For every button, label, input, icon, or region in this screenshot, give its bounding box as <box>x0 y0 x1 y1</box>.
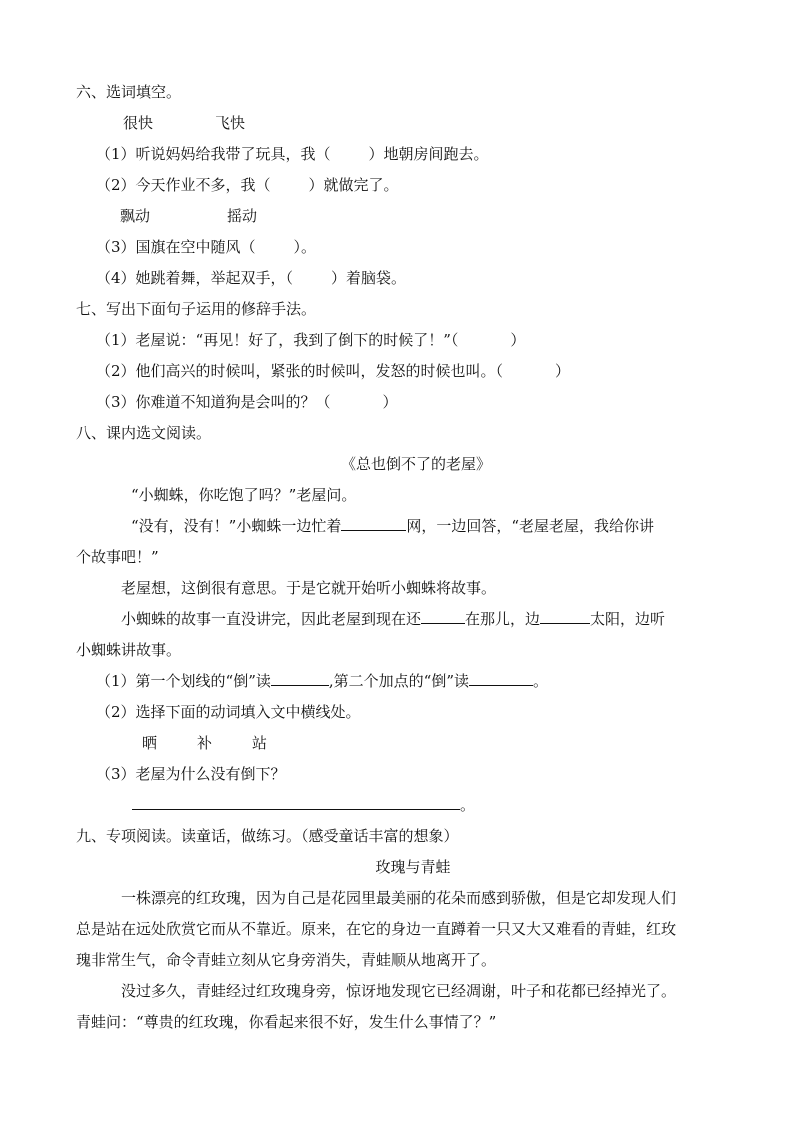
fill-blank <box>271 667 329 686</box>
word-choices-a <box>76 108 716 139</box>
word-choice: 飞快 <box>215 114 246 132</box>
worksheet-page <box>76 77 716 1038</box>
word-choices-b <box>76 201 716 232</box>
answer-line: 。 <box>76 790 716 821</box>
s6-question-1: （1）听说妈妈给我带了玩具，我（ ）地朝房间跑去。 <box>96 145 489 163</box>
passage-paragraph: 小蜘蛛的故事一直没讲完，因此老屋到现在还 在那儿，边 太阳，边听 <box>76 604 716 635</box>
verb-choices <box>76 728 716 759</box>
story-title: 玫瑰与青蛙 <box>375 858 451 876</box>
passage-paragraph: 老屋想，这倒很有意思。于是它就开始听小蜘蛛将故事。 <box>121 579 497 597</box>
section-9-heading: 九、专项阅读。读童话，做练习。（感受童话丰富的想象） <box>76 827 459 845</box>
s8-question-3: （3）老屋为什么没有倒下？ <box>96 765 286 783</box>
fill-blank <box>540 605 590 624</box>
s6-question-3: （3）国旗在空中随风（ ）。 <box>96 238 317 256</box>
story-paragraph-cont: 总是站在远处欣赏它而从不靠近。原来，在它的身边一直蹲着一只又大又难看的青蛙，红玫 <box>76 920 677 938</box>
s6-question-2: （2）今天作业不多，我（ ）就做完了。 <box>96 176 399 194</box>
story-paragraph-cont: 青蛙问：“尊贵的红玫瑰，你看起来很不好，发生什么事情了？” <box>76 1013 497 1031</box>
s7-question-1: （1）老屋说：“再见！好了，我到了倒下的时候了！”（ ） <box>96 331 526 349</box>
story-paragraph: 没过多久，青蛙经过红玫瑰身旁，惊讶地发现它已经凋谢，叶子和花都已经掉光了。 <box>121 982 677 1000</box>
passage-paragraph: “小蜘蛛，你吃饱了吗？”老屋问。 <box>131 486 357 504</box>
s7-question-3: （3）你难道不知道狗是会叫的？（ ） <box>96 393 398 411</box>
fill-blank <box>469 667 533 686</box>
fill-blank <box>421 605 465 624</box>
word-choice: 很快 <box>123 114 154 132</box>
section-7-heading: 七、写出下面句子运用的修辞手法。 <box>76 300 317 318</box>
fill-blank <box>132 791 460 810</box>
s8-question-1: （1）第一个划线的“倒”读 ,第二个加点的“倒”读 。 <box>76 666 716 697</box>
passage-paragraph: “没有，没有！”小蜘蛛一边忙着 网，一边回答，“老屋老屋，我给你讲 <box>76 511 716 542</box>
s7-question-2: （2）他们高兴的时候叫，紧张的时候叫，发怒的时候也叫。（ ） <box>96 362 571 380</box>
passage-paragraph-cont: 个故事吧！” <box>76 548 159 566</box>
verb-choice: 晒 <box>142 734 158 752</box>
s6-question-4: （4）她跳着舞，举起双手，（ ）着脑袋。 <box>96 269 407 287</box>
s8-question-2: （2）选择下面的动词填入文中横线处。 <box>96 703 361 721</box>
word-choice: 摇动 <box>227 207 258 225</box>
section-6-heading: 六、选词填空。 <box>76 83 182 101</box>
verb-choice: 站 <box>252 734 268 752</box>
verb-choice: 补 <box>197 734 213 752</box>
fill-blank <box>341 512 406 531</box>
passage-paragraph-cont: 小蜘蛛讲故事。 <box>76 641 182 659</box>
section-8-heading: 八、课内选文阅读。 <box>76 424 212 442</box>
story-paragraph: 一株漂亮的红玫瑰，因为自己是花园里最美丽的花朵而感到骄傲，但是它却发现人们 <box>121 889 677 907</box>
story-paragraph-cont: 瑰非常生气，命令青蛙立刻从它身旁消失，青蛙顺从地离开了。 <box>76 951 497 969</box>
word-choice: 飘动 <box>120 207 151 225</box>
passage-title: 《总也倒不了的老屋》 <box>340 455 491 473</box>
